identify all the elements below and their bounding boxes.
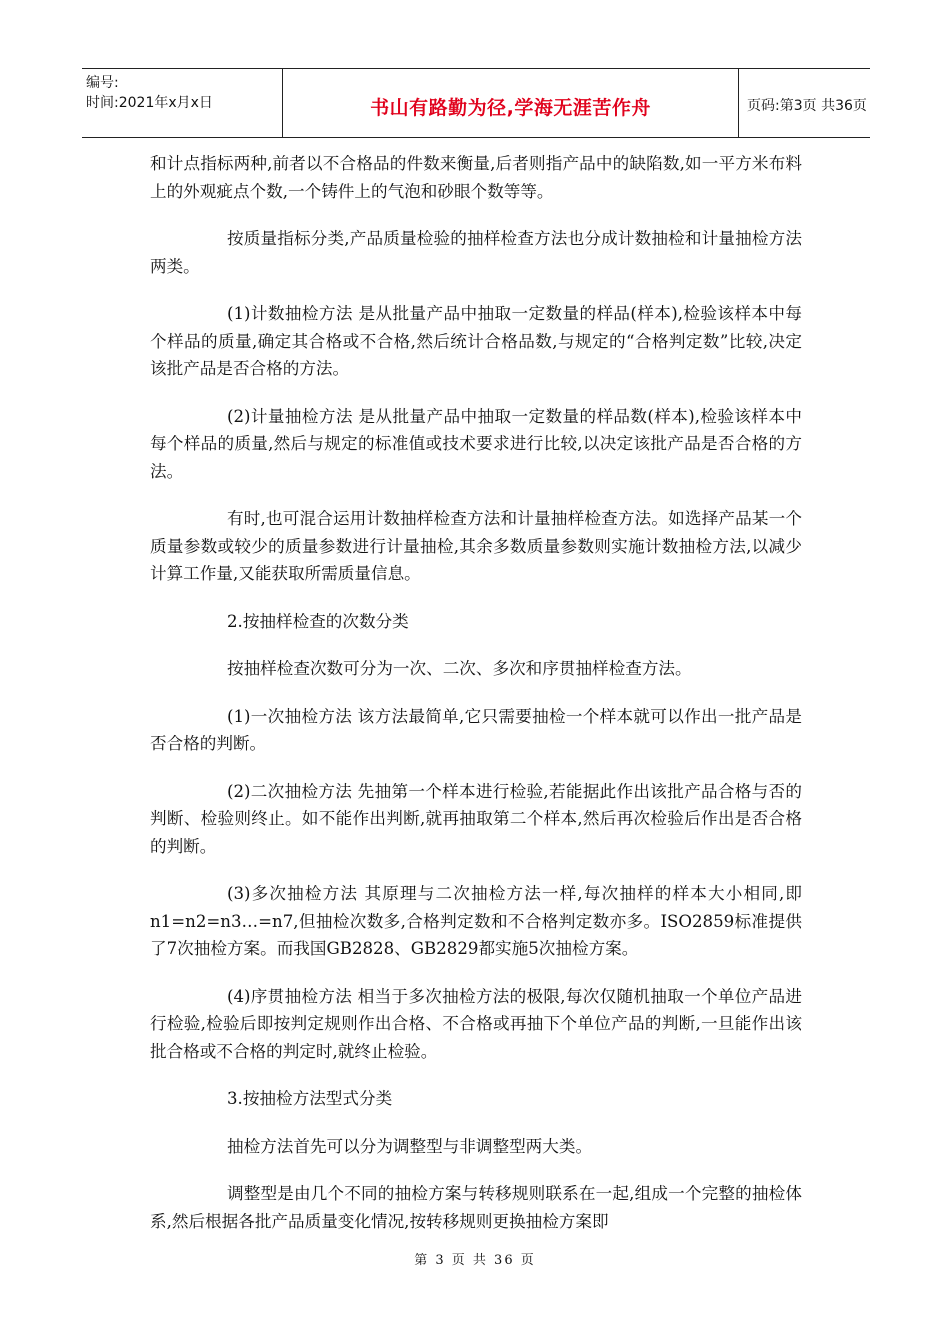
paragraph: 按质量指标分类,产品质量检验的抽样检查方法也分成计数抽检和计量抽检方法两类。 <box>150 229 802 276</box>
paragraph: (1)一次抽检方法 该方法最简单,它只需要抽检一个样本就可以作出一批产品是否合格的判断。 <box>150 706 802 753</box>
paragraph: (4)序贯抽检方法 相当于多次抽检方法的极限,每次仅随机抽取一个单位产品进行检验,检验后即按判定规则作出合格、不合格或再抽下个单位产品的判断,一旦能作出该批合格或不合格的判定时,就终止检验。 <box>150 986 802 1061</box>
paragraph: (2)二次抽检方法 先抽第一个样本进行检验,若能据此作出该批产品合格与否的判断、检验则终止。如不能作出判断,就再抽取第二个样本,然后再次检验后作出是否合格的判断。 <box>150 781 802 856</box>
paragraph: (2)计量抽检方法 是从批量产品中抽取一定数量的样品数(样本),检验该样本中每个样品的质量,然后与规定的标准值或技术要求进行比较,以决定该批产品是否合格的方法。 <box>150 406 802 481</box>
date-label: 时间:2021年x月x日 <box>86 95 213 111</box>
header-page-info: 页码:第3页 共36页 <box>747 98 867 114</box>
header-slogan-cell <box>282 69 739 137</box>
paragraph: 有时,也可混合运用计数抽样检查方法和计量抽样检查方法。如选择产品某一个质量参数或较少的质量参数进行计量抽检,其余多数质量参数则实施计数抽检方法,以减少计算工作量,又能获取所需质量信息。 <box>150 509 802 583</box>
page-header <box>82 68 870 138</box>
section-heading: 3.按抽检方法型式分类 <box>227 1089 393 1108</box>
code-label: 编号: <box>86 75 119 91</box>
paragraph: 按抽样检查次数可分为一次、二次、多次和序贯抽样检查方法。 <box>227 659 692 678</box>
paragraph: 和计点指标两种,前者以不合格品的件数来衡量,后者则指产品中的缺陷数,如一平方米布料上的外观疵点个数,一个铸件上的气泡和砂眼个数等等。 <box>150 154 802 201</box>
paragraph: (1)计数抽检方法 是从批量产品中抽取一定数量的样品(样本),检验该样本中每个样品的质量,确定其合格或不合格,然后统计合格品数,与规定的“合格判定数”比较,决定该批产品是否合格的方法。 <box>150 304 802 378</box>
section-heading: 2.按抽样检查的次数分类 <box>227 611 409 631</box>
paragraph: 调整型是由几个不同的抽检方案与转移规则联系在一起,组成一个完整的抽检体系,然后根据各批产品质量变化情况,按转移规则更换抽检方案即 <box>150 1184 802 1231</box>
header-page-cell <box>737 69 870 137</box>
document-body <box>150 150 802 1235</box>
paragraph: 抽检方法首先可以分为调整型与非调整型两大类。 <box>227 1136 593 1156</box>
paragraph: (3)多次抽检方法 其原理与二次抽检方法一样,每次抽样的样本大小相同,即n1=n2=n3…=n7,但抽检次数多,合格判定数和不合格判定数亦多。ISO2859标准提供了7次抽检方案。而我国GB2828、GB2829都实施5次抽检方案。 <box>150 884 802 958</box>
page-footer: 第 3 页 共 36 页 <box>414 1253 536 1268</box>
header-meta <box>82 69 282 137</box>
header-slogan: 书山有路勤为径,学海无涯苦作舟 <box>370 97 651 119</box>
